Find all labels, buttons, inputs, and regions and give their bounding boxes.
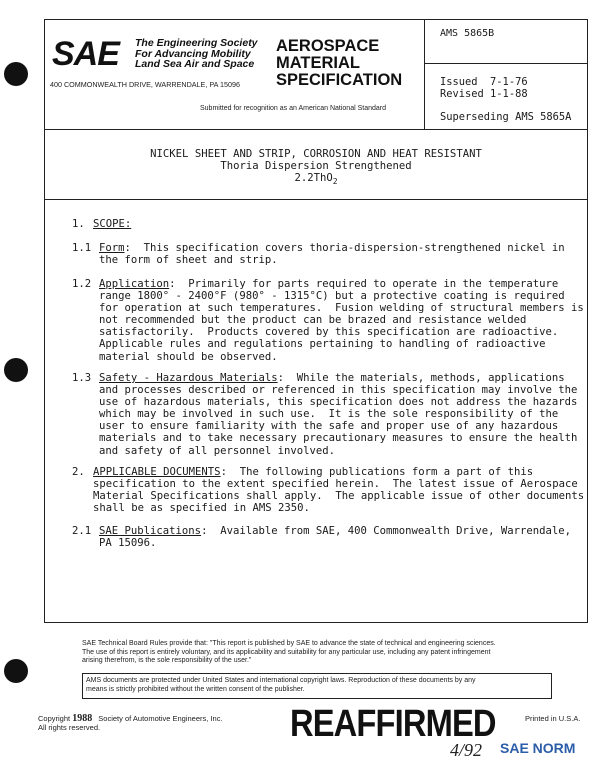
section-heading: APPLICABLE DOCUMENTS	[93, 466, 221, 478]
rights-reserved: All rights reserved.	[38, 722, 101, 732]
binder-hole	[4, 659, 28, 683]
sae-logo: SAE	[52, 35, 119, 73]
copyright-label: Copyright	[38, 714, 71, 723]
section-heading: SAE Publications	[99, 525, 202, 537]
doc-formula	[44, 172, 588, 188]
body-line: material should be observed.	[99, 350, 278, 363]
doc-subtitle: Thoria Dispersion Strengthened	[220, 160, 412, 172]
issued-date: Issued 7-1-76	[440, 76, 528, 88]
body-line: user to ensure familiarity with the safe and proper use of any hazardous	[99, 420, 559, 433]
footer-line: AMS documents are protected under United States and international copyright laws. Reproduction of these documents by any	[86, 677, 476, 684]
body-line: which may be involved in such use. It is the sole responsibility of the	[99, 408, 559, 421]
section-num: 1.1	[72, 242, 92, 254]
section-num: 2.	[72, 466, 85, 478]
formula-main: 2.2ThO	[294, 172, 333, 184]
section-num: 1.3	[72, 372, 92, 384]
body-line: shall be as specified in AMS 2350.	[93, 502, 310, 515]
section-heading: Form	[99, 242, 125, 254]
header-divider	[424, 19, 425, 129]
title-rule	[44, 199, 588, 200]
body-line: Material Specifications shall apply. The applicable issue of other documents	[93, 490, 585, 503]
body-line: the form of sheet and strip.	[99, 254, 278, 267]
footer-line: The use of this report is entirely voluntary, and its applicability and suitability for any particular use, including any patent infringement	[82, 648, 491, 656]
section-body	[93, 466, 584, 514]
body-line: : While the materials, methods, applications	[277, 372, 565, 384]
section-body	[99, 242, 565, 266]
section-num: 1.2	[72, 278, 92, 290]
copyright-notice	[86, 677, 548, 694]
body-line: for operation at such temperatures. Fusion welding of structural members is	[99, 302, 584, 315]
printed-in: Printed in U.S.A.	[525, 714, 581, 723]
body-line: range 1800° - 2400°F (980° - 1315°C) but a protective coating is required	[99, 290, 565, 303]
doc-type-line: MATERIAL	[276, 54, 361, 72]
body-line: and safety of all personnel involved.	[99, 444, 335, 457]
header-rule	[44, 129, 588, 130]
binder-hole	[4, 62, 28, 86]
doc-type	[276, 38, 402, 89]
section-heading: Application	[99, 278, 170, 290]
body-line: PA 15096.	[99, 537, 157, 550]
tagline-line: Land Sea Air and Space	[135, 58, 255, 70]
copyright-line	[38, 715, 223, 732]
body-line: : The following publications form a part of this	[220, 466, 534, 478]
submitted-note: Submitted for recognition as an American National Standard	[200, 105, 386, 112]
issue-dates	[440, 76, 528, 100]
binder-hole	[4, 358, 28, 382]
sae-norm-stamp: SAE NORM	[500, 740, 576, 756]
section-heading: Safety - Hazardous Materials	[99, 372, 278, 384]
sae-address: 400 COMMONWEALTH DRIVE, WARRENDALE, PA 15096	[50, 80, 240, 89]
tagline-line: The Engineering Society	[135, 37, 258, 49]
body-line: satisfactorily. Products covered by this specification are radioactive.	[99, 326, 559, 339]
sae-tagline	[135, 38, 258, 70]
body-line: : This specification covers thoria-dispersion-strengthened nickel in	[124, 242, 565, 254]
formula-subscript: 2	[332, 177, 338, 187]
footer-line: SAE Technical Board Rules provide that: "This report is published by SAE to advance the state of technical and engineering sciences.	[82, 640, 496, 647]
footer-line: means is strictly prohibited without the written consent of the publisher.	[86, 685, 305, 693]
doc-type-line: AEROSPACE	[276, 37, 380, 55]
board-rules	[82, 640, 552, 666]
section-num: 2.1	[72, 525, 92, 537]
tagline-line: For Advancing Mobility	[135, 47, 251, 60]
revised-date: Revised 1-1-88	[440, 88, 528, 100]
copyright-org: Society of Automotive Engineers, Inc.	[98, 714, 223, 723]
reaffirmed-stamp: REAFFIRMED	[290, 703, 496, 745]
body-line: Applicable rules and regulations pertaining to handling of radioactive	[99, 338, 546, 351]
section-num: 1.	[72, 218, 85, 230]
body-line: specification to the extent specified herein. The latest issue of Aerospace	[93, 478, 578, 491]
handwritten-date: 4/92	[450, 740, 483, 760]
section-body	[99, 525, 571, 549]
copyright-year: 1988	[72, 713, 93, 724]
doc-type-line: SPECIFICATION	[276, 71, 403, 89]
body-line: materials and to take necessary precautionary measures to ensure the health	[99, 432, 578, 445]
section-body	[99, 278, 584, 363]
body-line: : Available from SAE, 400 Commonwealth Drive, Warrendale,	[201, 525, 571, 537]
body-line: use of hazardous materials, this specification does not address the hazards	[99, 396, 578, 409]
body-line: and processes described or referenced in this specification may involve the	[99, 384, 578, 397]
footer-line: arising therefrom, is the sole responsibility of the user."	[82, 657, 252, 665]
spec-number: AMS 5865B	[440, 28, 495, 39]
doc-title: NICKEL SHEET AND STRIP, CORROSION AND HEAT RESISTANT	[150, 148, 482, 160]
section-heading: SCOPE:	[93, 218, 132, 230]
superseding: Superseding AMS 5865A	[440, 111, 572, 123]
section-body	[99, 372, 577, 457]
spec-number-rule	[424, 63, 588, 64]
body-line: not recommended but the product can be brazed and resistance welded	[99, 314, 527, 327]
body-line: : Primarily for parts required to operate in the temperature	[169, 278, 559, 290]
